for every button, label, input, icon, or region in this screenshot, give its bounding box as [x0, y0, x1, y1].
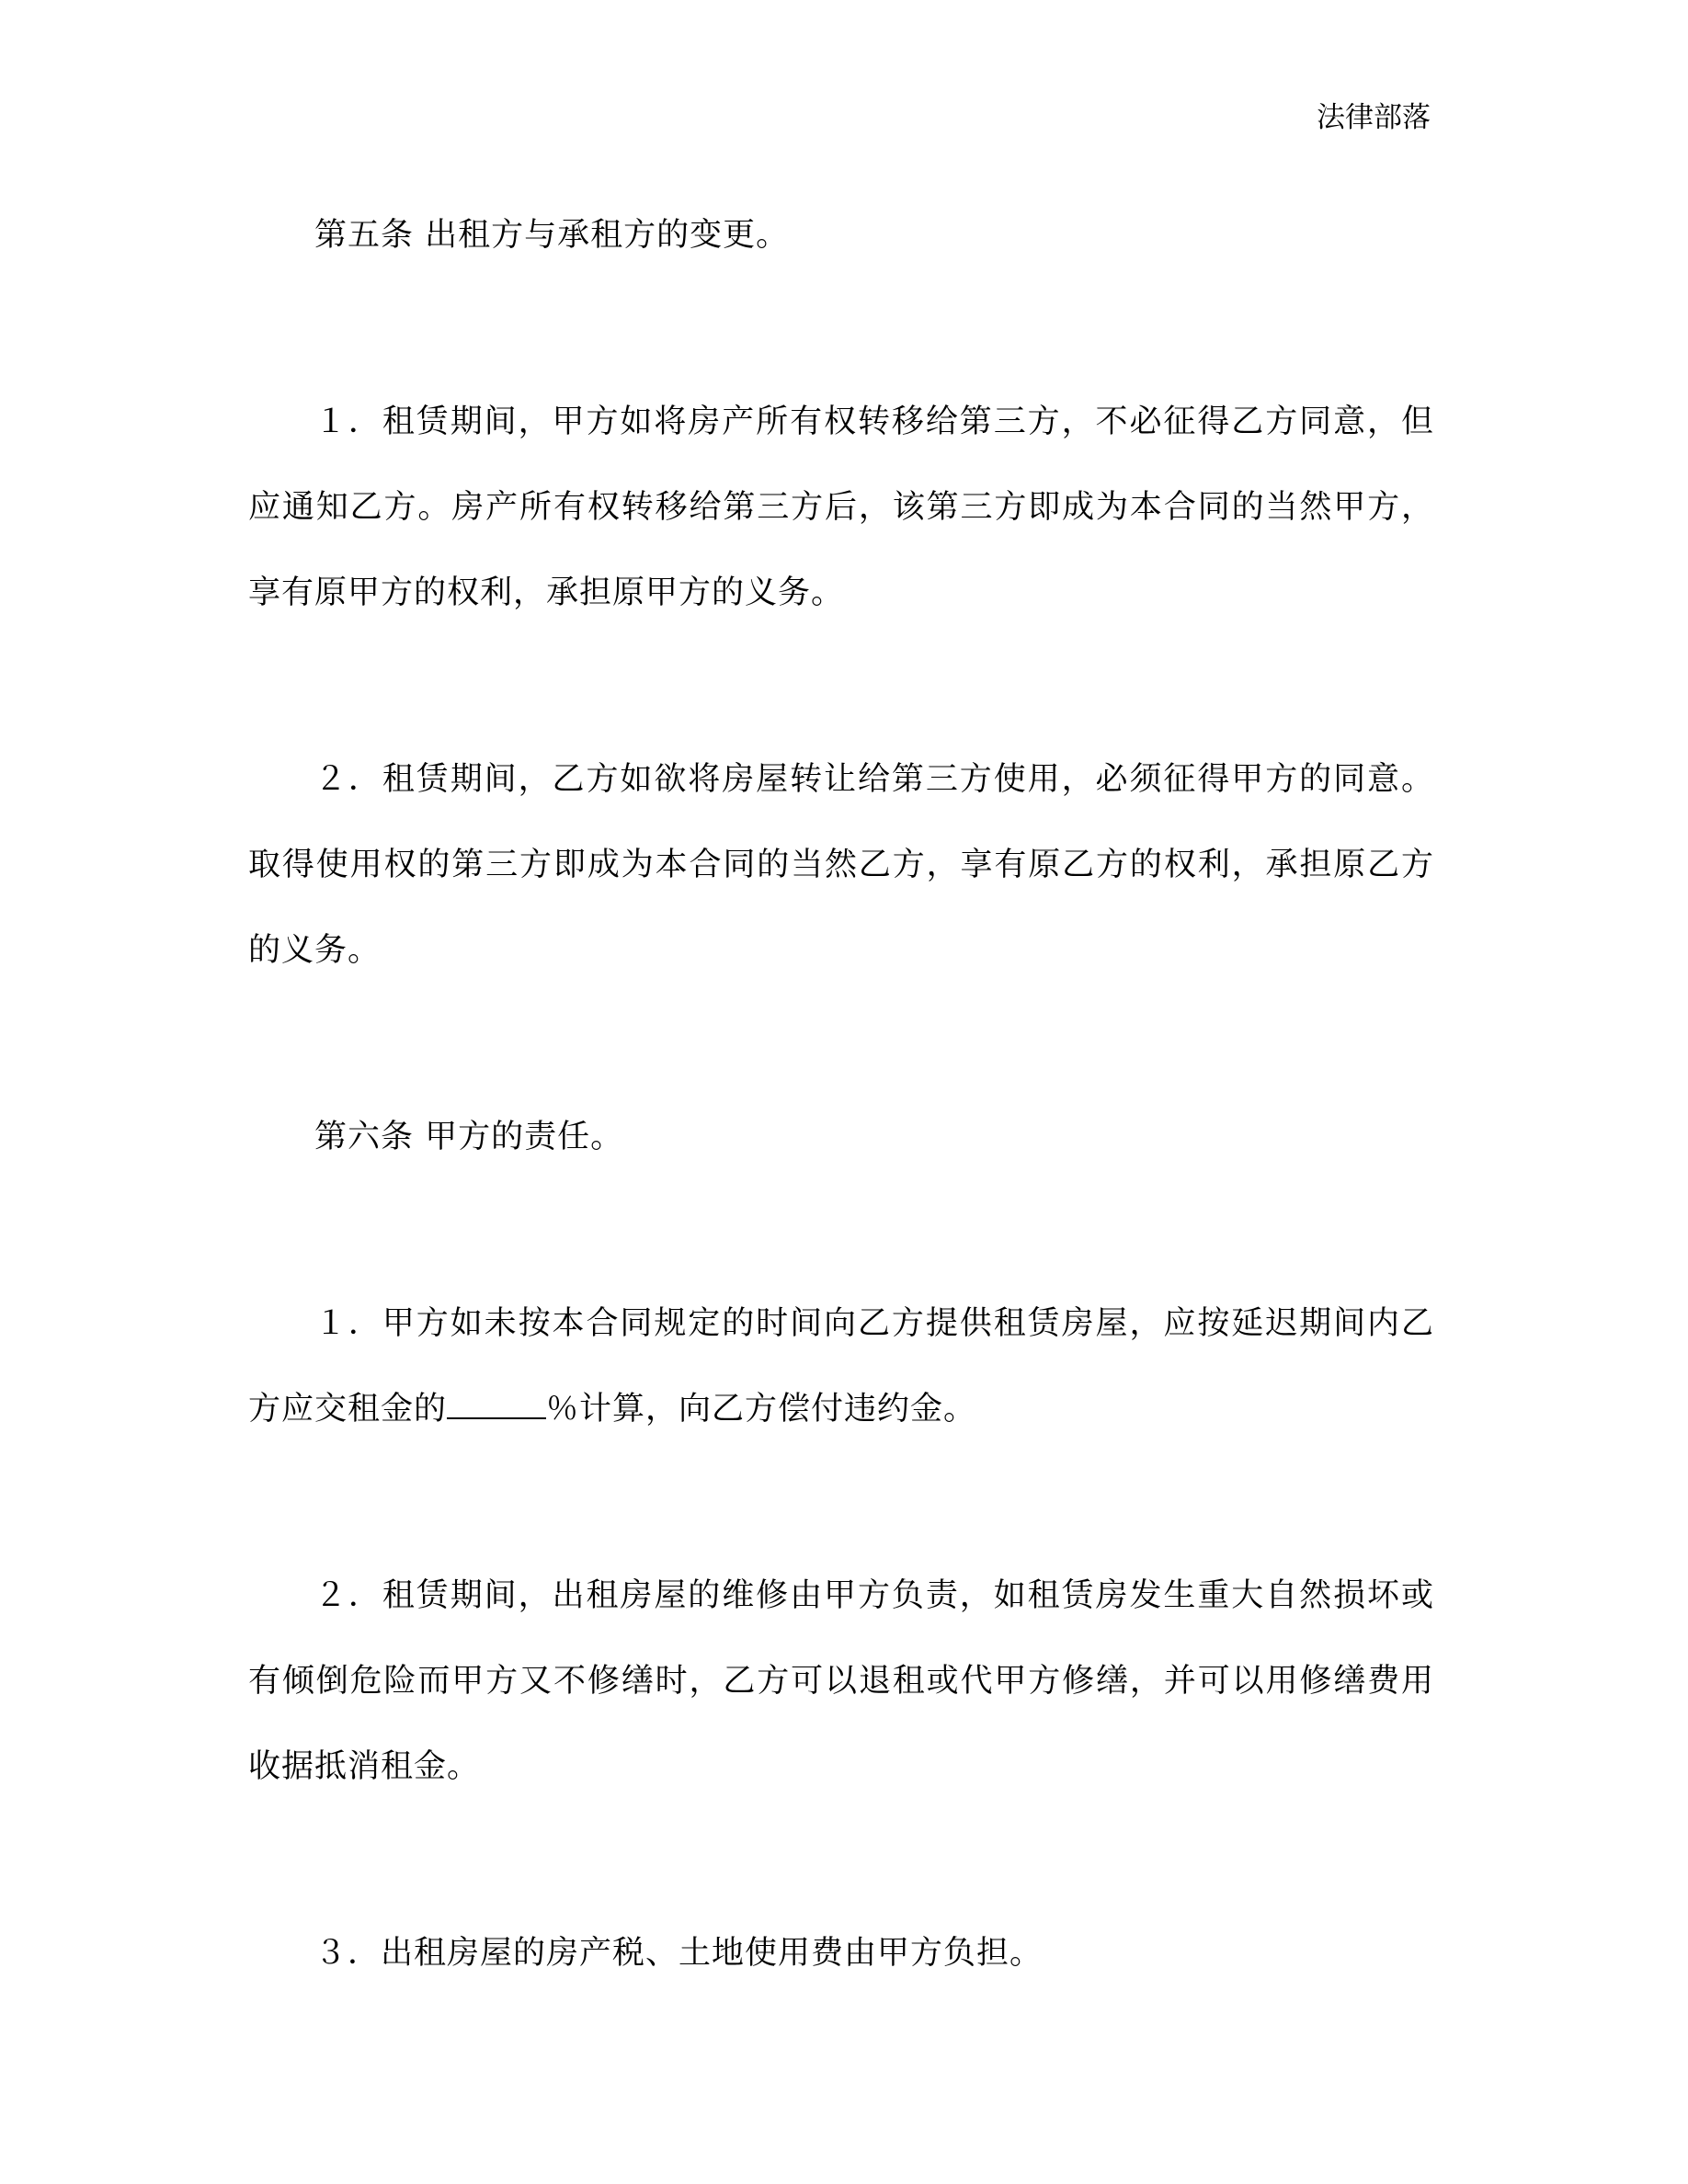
article-6-item-1-text-before: １．甲方如未按本合同规定的时间向乙方提供租赁房屋，应按延迟期间内乙方应交租金的: [248, 1305, 1434, 1428]
article-6-title: 第六条 甲方的责任。: [314, 1119, 624, 1155]
article-5-title: 第五条 出租方与承租方的变更。: [314, 217, 790, 254]
document-body: [248, 193, 1434, 1996]
article-6-item-3: ３．出租房屋的房产税、土地使用费由甲方负担。: [314, 1935, 1044, 1972]
article-6-item-2: ２．租赁期间，出租房屋的维修由甲方负责，如租赁房发生重大自然损坏或有倾倒危险而甲方又不修缮时，乙方可以退租或代甲方修缮，并可以用修缮费用收据抵消租金。: [248, 1577, 1434, 1785]
header-brand: 法律部落: [1317, 101, 1431, 134]
article-6-item-1-text-after: ％计算，向乙方偿付违约金。: [546, 1391, 977, 1428]
article-6-item-1: [248, 1281, 1434, 1452]
fill-in-blank: [447, 1390, 546, 1419]
article-5-item-1: １．租赁期间，甲方如将房产所有权转移给第三方，不必征得乙方同意，但应通知乙方。房产所有权转移给第三方后，该第三方即成为本合同的当然甲方，享有原甲方的权利，承担原甲方的义务。: [248, 404, 1434, 611]
article-5-item-2: ２．租赁期间，乙方如欲将房屋转让给第三方使用，必须征得甲方的同意。取得使用权的第三方即成为本合同的当然乙方，享有原乙方的权利，承担原乙方的义务。: [248, 761, 1434, 969]
